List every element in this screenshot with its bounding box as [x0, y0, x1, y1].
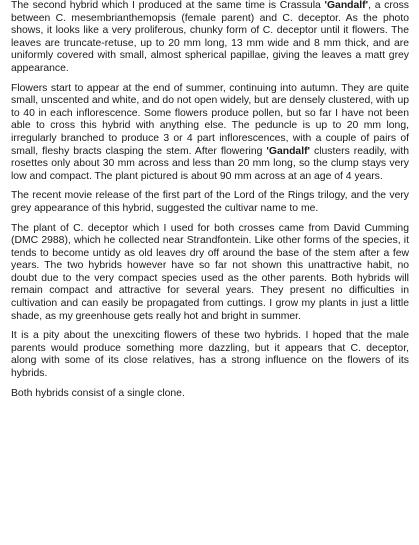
paragraph-flower-influence	[11, 330, 409, 380]
text-segment: Both hybrids consist of a single clone.	[11, 387, 185, 399]
text-segment: It is a pity about the unexciting flowers of these two hybrids. I hoped that the male parents would produce something more dazzling, but it appears that C. deceptor, along with some of its close relatives, has a strong influence on the flowers of its hybrids.	[11, 330, 409, 380]
text-segment: , a cross between C. mesembrianthemopsis (female parent) and C. deceptor. As the photo shows, it looks like a very proliferous, chunky form of C. deceptor until it flowers. The leaves are truncate-retuse, up to 20 mm long, 13 mm wide and 8 mm thick, and are uniformly covered with small, almost spherical papillae, giving the leaves a matt grey appearance.	[11, 0, 409, 74]
text-segment: clusters readily, with rosettes only about 30 mm across and less than 20 mm long, so the clump stays very low and compact. The plant pictured is about 90 mm across at an age of 4 years.	[11, 145, 409, 182]
text-segment: The plant of C. deceptor which I used for both crosses came from David Cumming (DMC 2988), which he collected near Strandfontein. Like other forms of the species, it tends to become untidy as old leaves dry off around the base of the stem after a few years. The two hybrids however have so far not shown this unattractive habit, no doubt due to the very compact species used as the other parents. Both hybrids will remain compact and attractive for several years. They present no difficulties in cultivation and can easily be propagated from cuttings. I grow my plants in just a little shade, as my greenhouse gets really hot and bright in summer.	[11, 222, 409, 322]
paragraph-flowers	[11, 83, 409, 184]
text-segment: The second hybrid which I produced at the same time is Crassula	[11, 0, 325, 11]
text-segment: Flowers start to appear at the end of summer, continuing into autumn. They are quite small, unscented and white, and do not open widely, but are densely clustered, with up to 40 in each inflorescence. Some flowers produce pollen, but so far I have not been able to cross this hybrid with anything else. The peduncle is up to 20 mm long, irregularly branched to produce 3 or 4 part inflorescences, with a couple of pairs of small, fleshy bracts clasping the stem. After flowering	[11, 82, 409, 157]
paragraph-parent-plant	[11, 223, 409, 324]
text-segment: The recent movie release of the first part of the Lord of the Rings trilogy, and the very grey appearance of this hybrid, suggested the cultivar name to me.	[11, 190, 409, 214]
cultivar-name: 'Gandalf'	[324, 0, 369, 11]
paragraph-name-origin	[11, 190, 409, 215]
paragraph-clone-note	[11, 388, 409, 401]
paragraph-gandalf-description	[11, 0, 409, 76]
cultivar-name: 'Gandalf'	[266, 145, 311, 157]
